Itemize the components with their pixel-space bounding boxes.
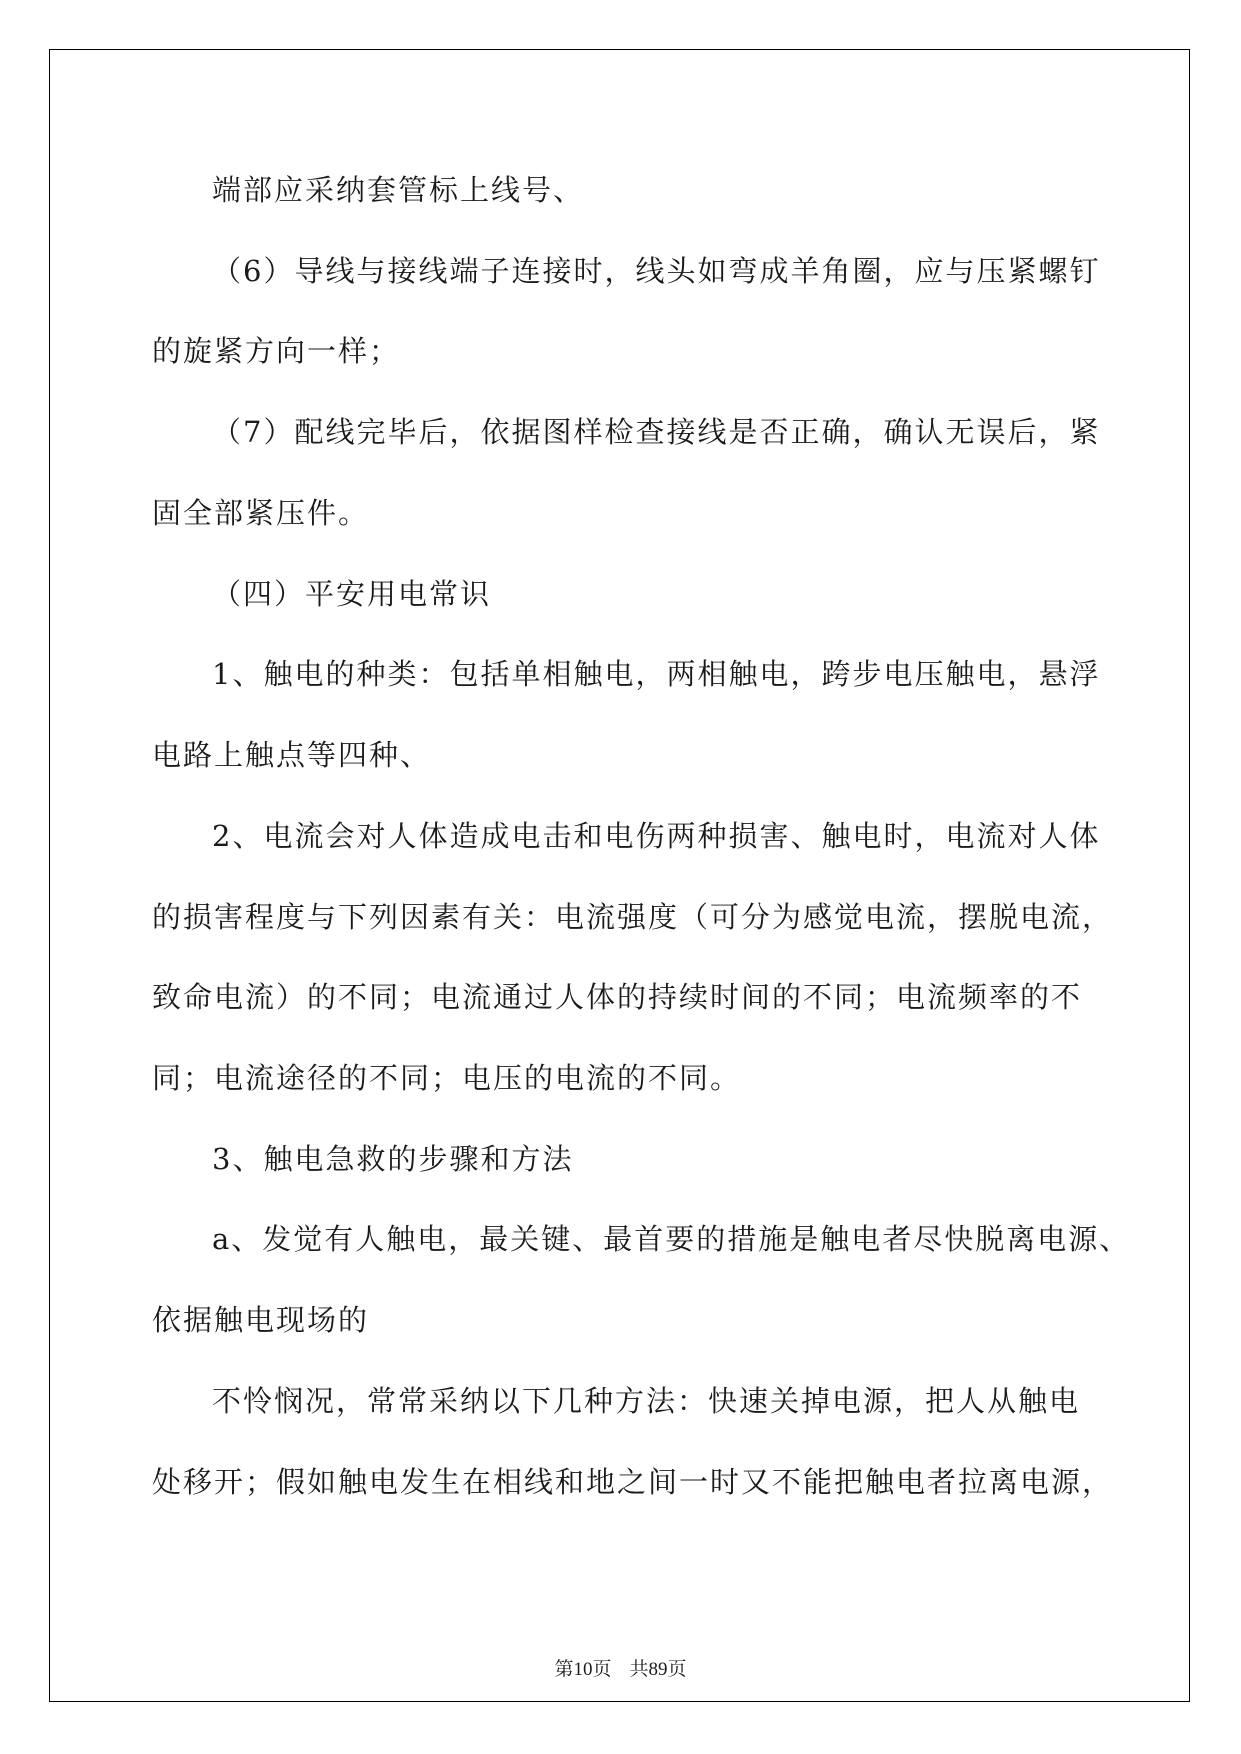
page-border: [49, 49, 1190, 1702]
text-line: 处移开；假如触电发生在相线和地之间一时又不能把触电者拉离电源，: [152, 1465, 1114, 1499]
text-line: 端部应采纳套管标上线号、: [212, 173, 585, 207]
text-line: 的旋紧方向一样；: [152, 334, 401, 368]
text-line: 致命电流）的不同；电流通过人体的持续时间的不同；电流频率的不: [152, 980, 1083, 1014]
text-line: 2、电流会对人体造成电击和电伤两种损害、触电时，电流对人体: [212, 819, 1101, 853]
text-line: 3、触电急救的步骤和方法: [212, 1142, 574, 1176]
text-line: 的损害程度与下列因素有关：电流强度（可分为感觉电流，摆脱电流，: [152, 900, 1114, 934]
text-line: 依据触电现场的: [152, 1303, 370, 1337]
text-line: 电路上触点等四种、: [152, 738, 432, 772]
text-line: （6）导线与接线端子连接时，线头如弯成羊角圈，应与压紧螺钉: [212, 254, 1101, 288]
text-line: a、发觉有人触电，最关键、最首要的措施是触电者尽快脱离电源、: [212, 1222, 1131, 1256]
page-number: 第10页: [554, 1659, 612, 1680]
text-line: 同；电流途径的不同；电压的电流的不同。: [152, 1061, 742, 1095]
text-line: 不怜悯况，常常采纳以下几种方法：快速关掉电源，把人从触电: [212, 1384, 1081, 1418]
text-line: （7）配线完毕后，依据图样检查接线是否正确，确认无误后，紧: [212, 415, 1101, 449]
page-footer: [0, 1654, 1241, 1681]
total-pages: 共89页: [629, 1659, 687, 1680]
text-line: 固全部紧压件。: [152, 496, 370, 530]
section-heading: （四）平安用电常识: [212, 577, 492, 611]
text-line: 1、触电的种类：包括单相触电，两相触电，跨步电压触电，悬浮: [212, 657, 1101, 691]
